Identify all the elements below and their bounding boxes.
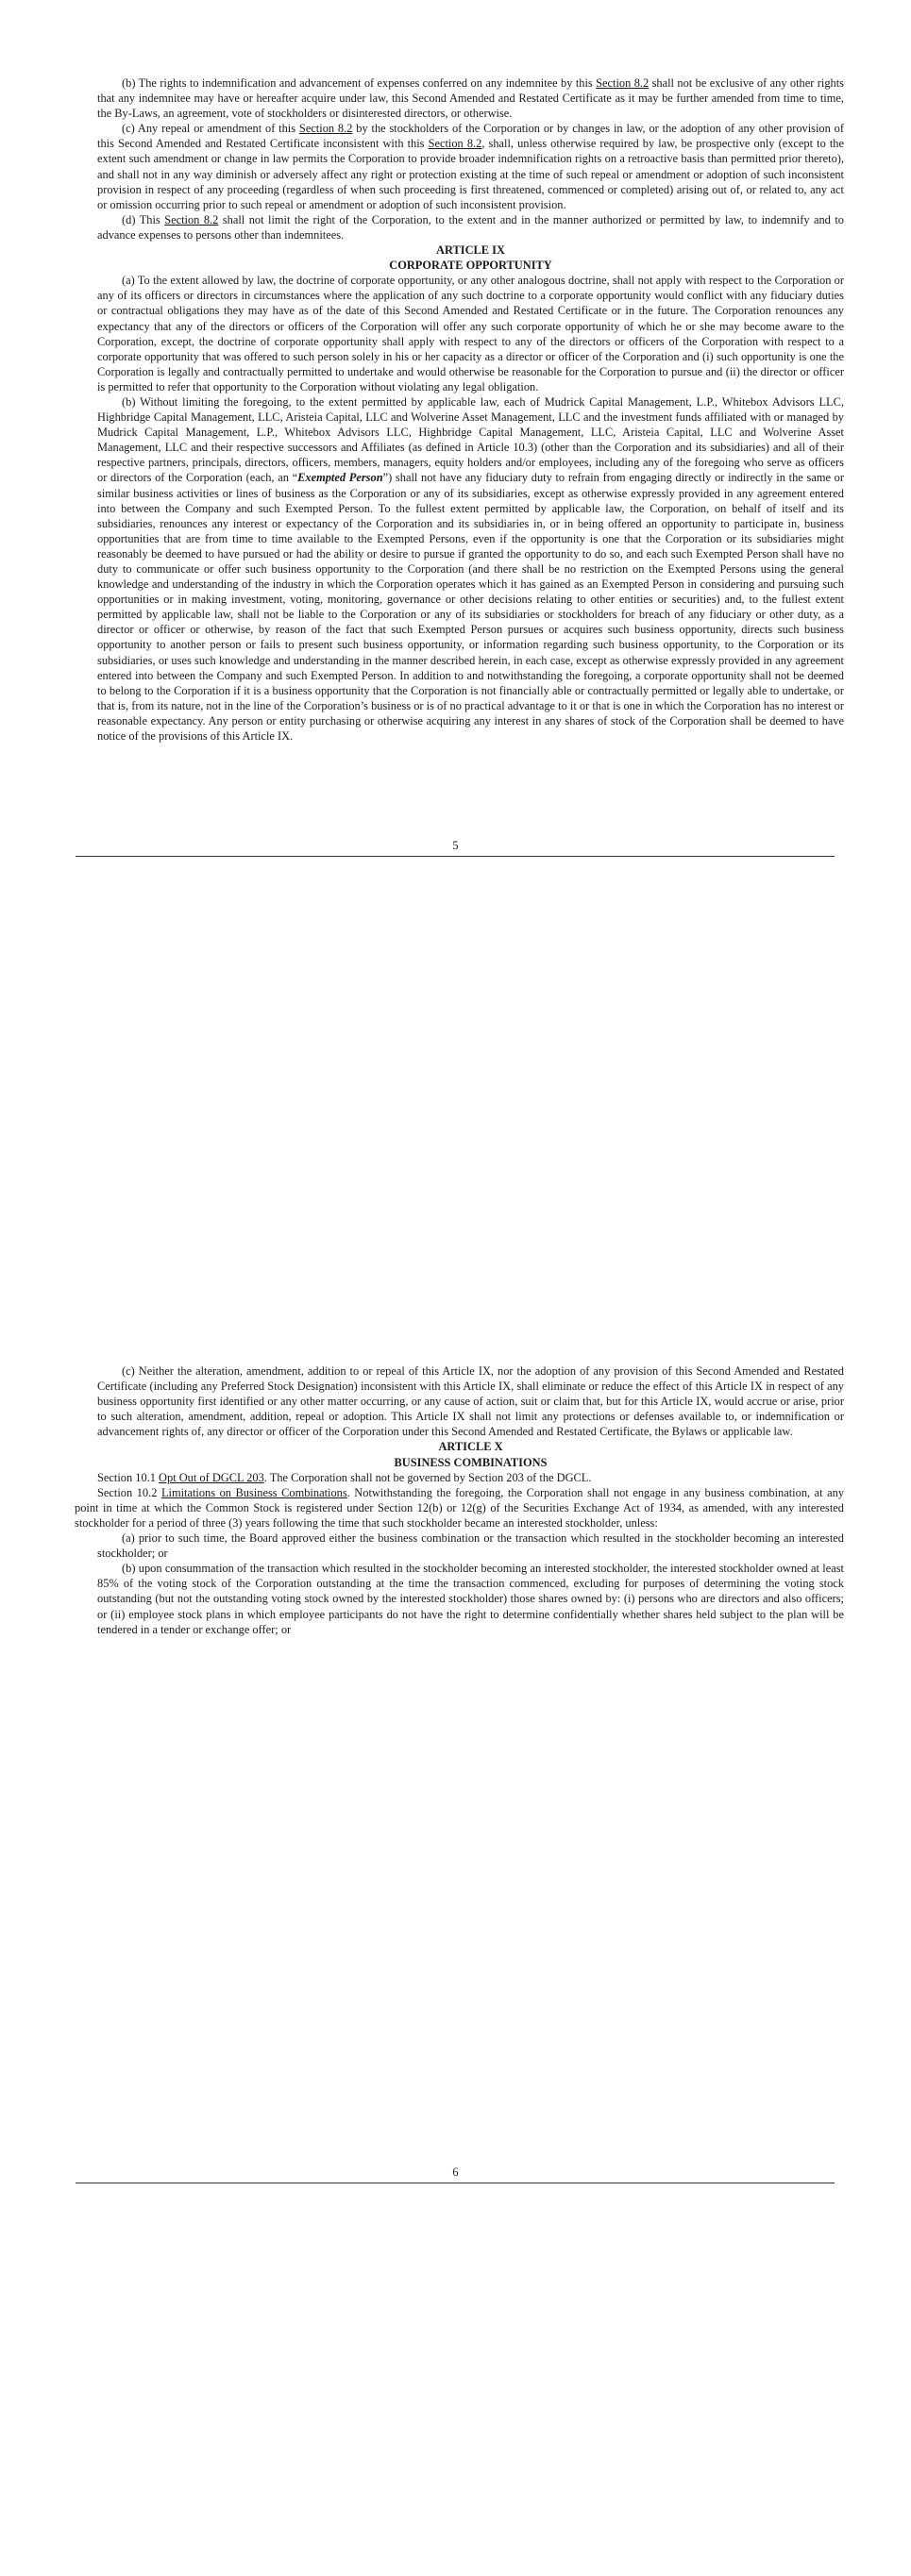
section-number: Section 10.1	[97, 1470, 160, 1484]
article-x-title: BUSINESS COMBINATIONS	[394, 1455, 548, 1469]
text: (b) The rights to indemnification and advancement of expenses conferred on any indemnitee by this	[122, 76, 597, 90]
section-10-1	[97, 1470, 844, 1485]
paragraph-10-2-a: (a) prior to such time, the Board approved either the business combination or the transaction which resulted in the stockholder becoming an interested stockholder; or	[97, 1531, 844, 1561]
page-divider	[76, 856, 835, 857]
section-reference: Section 8.2	[596, 76, 650, 90]
defined-term: Exempted Person	[297, 471, 383, 485]
page-5-body	[97, 75, 844, 744]
text: . The Corporation shall not be governed by Section 203 of the DGCL.	[263, 1470, 592, 1484]
text: shall not limit the right of the Corporation, to the extent and in the manner authorized or permitted by law, to indemnify and to advance expenses to persons other than indemnitees.	[97, 212, 844, 242]
section-title: Limitations on Business Combinations	[160, 1485, 347, 1499]
text: , shall, unless otherwise required by law, be prospective only (except to the extent such amendment or change in law permits the Corporation to provide broader indemnification rights on a retroactive basis than permitted prior thereto), and shall not in any way diminish or adversely affect any right or protection existing at the time of such repeal or amendment or adoption of such inconsistent provision in respect of any proceeding (regardless of when such proceeding is first threatened, commenced or completed) arising out of, or related to, any act or omission occurring prior to such repeal or amendment or adoption of such inconsistent provision.	[97, 137, 844, 211]
page-6-body	[75, 1363, 845, 1637]
paragraph-10-2-b: (b) upon consummation of the transaction which resulted in the stockholder becoming an interested stockholder, the interested stockholder owned at least 85% of the voting stock of the Corporation outstanding at the time the transaction commenced, excluding for purposes of determining the voting stock outstanding (but not the outstanding voting stock owned by the interested stockholder) those shares owned by: (i) persons who are directors and also officers; or (ii) employee stock plans in which employee participants do not have the right to determine confidentially whether shares held subject to the plan will be tendered in a tender or exchange offer; or	[97, 1562, 844, 1636]
text: . Notwithstanding the foregoing, the Corporation shall not engage in any business combination, at any point in time at which the Common Stock is registered under Section 12(b) or 12(g) of the Securities Exchange Act of 1934, as amended, with any interested stockholder for a period of three (3) years following the time that such stockholder became an interested stockholder, unless:	[75, 1485, 845, 1530]
paragraph-9-b	[97, 394, 844, 744]
paragraph-9-a: (a) To the extent allowed by law, the doctrine of corporate opportunity, or any other analogous doctrine, shall not apply with respect to the Corporation or any of its officers or directors in circumstances where the application of any such doctrine to a corporate opportunity would conflict with any fiduciary duties or contractual obligations they may have as of the date of this Second Amended and Restated Certificate or in the future. The Corporation renounces any expectancy that any of the directors or officers of the Corporation will offer any such corporate opportunity of which he or she may become aware to the Corporation, except, the doctrine of corporate opportunity shall apply with respect to any of the directors or officers of the Corporation with respect to a corporate opportunity that was offered to such person solely in his or her capacity as a director or officer of the Corporation and (i) such opportunity is one the Corporation is legally and contractually permitted to undertake and would otherwise be reasonable for the Corporation to pursue and (ii) the director or officer is permitted to refer that opportunity to the Corporation without violating any legal obligation.	[97, 274, 844, 393]
paragraph-9-c: (c) Neither the alteration, amendment, addition to or repeal of this Article IX, nor the adoption of any provision of this Second Amended and Restated Certificate (including any Preferred Stock Designation) inconsistent with this Article IX, shall eliminate or reduce the effect of this Article IX in respect of any business opportunity first identified or any other matter occurring, or any cause of action, suit or claim that, but for this Article IX, would accrue or arise, prior to such alteration, amendment, addition, repeal or adoption. This Article IX shall not limit any protections or defenses available to, or indemnification or advancement rights of, any director or officer of the Corporation under this Second Amended and Restated Certificate, the Bylaws or applicable law.	[97, 1364, 844, 1439]
section-reference: Section 8.2	[298, 122, 353, 136]
section-reference: Section 8.2	[164, 212, 219, 226]
page-number: 6	[452, 2166, 459, 2179]
section-reference: Section 8.2	[428, 137, 482, 151]
text: ”) shall not have any fiduciary duty to refrain from engaging directly or indirectly in the same or similar business activities or lines of business as the Corporation or any of its subsidiaries, except as otherwise expressly provided in any agreement entered into between the Company and such Exempted Person. To the fullest extent permitted by applicable law, the Corporation, on behalf of itself and its subsidiaries, renounces any interest or expectancy of the Corporation and its subsidiaries in, or in being offered an opportunity to participate in, business opportunities that are from time to time available to the Exempted Persons, even if the opportunity is one that the Corporation or its subsidiaries might reasonably be deemed to have pursued or had the ability or desire to pursue if granted the opportunity to do so, and each such Exempted Person shall have no duty to communicate or offer such business opportunity to the Corporation (and there shall be no restriction on the Exempted Persons using the general knowledge and understanding of the industry in which the Corporation operates which it has gained as an Exempted Person in considering and pursuing such opportunities or in making investment, voting, monitoring, governance or other decisions relating to other entities or securities) and, to the fullest extent permitted by applicable law, shall not be liable to the Corporation or any of its subsidiaries or stockholders for breach of any fiduciary or other duty, as a director or officer or otherwise, by reason of the fact that such Exempted Person pursues or acquires such business opportunity, directs such business opportunity to another person or fails to present such business opportunity, or information regarding such business opportunity, to the Corporation or its subsidiaries, or uses such knowledge and understanding in the manner described herein, in each case, except as otherwise expressly provided in any agreement entered into between the Company and such Exempted Person. In addition to and notwithstanding the foregoing, a corporate opportunity shall not be deemed to belong to the Corporation if it is a business opportunity that the Corporation is not financially able or contractually permitted or legally able to undertake, or that is, from its nature, not in the line of the Corporation’s business or is of no practical advantage to it or that is one in which the Corporation has no interest or reasonable expectancy. Any person or entity purchasing or otherwise acquiring any interest in any shares of stock of the Corporation shall be deemed to have notice of the provisions of this Article IX.	[97, 471, 845, 744]
paragraph-8-2-b	[97, 75, 844, 121]
section-number: Section 10.2	[97, 1485, 161, 1499]
article-ix-number: ARTICLE IX	[436, 243, 505, 258]
text: (d) This	[122, 212, 165, 226]
paragraph-8-2-d	[97, 212, 844, 243]
text: by the stockholders of the Corporation or by changes in law, or the adoption of any other provision of this Second Amended and Restated Certificate inconsistent with this	[97, 122, 844, 151]
text: (c) Any repeal or amendment of this	[122, 122, 299, 136]
page-number: 5	[452, 839, 459, 852]
article-ix-title: CORPORATE OPPORTUNITY	[389, 259, 552, 273]
article-x-number: ARTICLE X	[438, 1440, 503, 1454]
text: (b) Without limiting the foregoing, to the extent permitted by applicable law, each of Mudrick Capital Management, L.P., Whitebox Advisors LLC, Highbridge Capital Management, LLC, Aristeia Capital, LLC and Wolverine Asset Management, LLC and the investment funds affiliated with or managed by Mudrick Capital Management, L.P., Whitebox Advisors LLC, Highbridge Capital Management, LLC, Aristeia Capital, LLC and Wolverine Asset Management, LLC and their respective successors and Affiliates (as defined in Article 10.3) (other than the Corporation and its subsidiaries) and all of their respective partners, principals, directors, officers, members, managers, equity holders and/or employees, including any of the foregoing who serve as officers or directors of the Corporation (each, an “	[97, 394, 844, 485]
paragraph-8-2-c	[97, 121, 844, 212]
section-10-2	[75, 1485, 844, 1531]
text: shall not be exclusive of any other rights that any indemnitee may have or hereafter acquire under law, this Second Amended and Restated Certificate as it may be further amended from time to time, the By-Laws, an agreement, vote of stockholders or disinterested directors, or otherwise.	[97, 76, 844, 121]
section-title: Opt Out of DGCL 203	[159, 1470, 264, 1484]
